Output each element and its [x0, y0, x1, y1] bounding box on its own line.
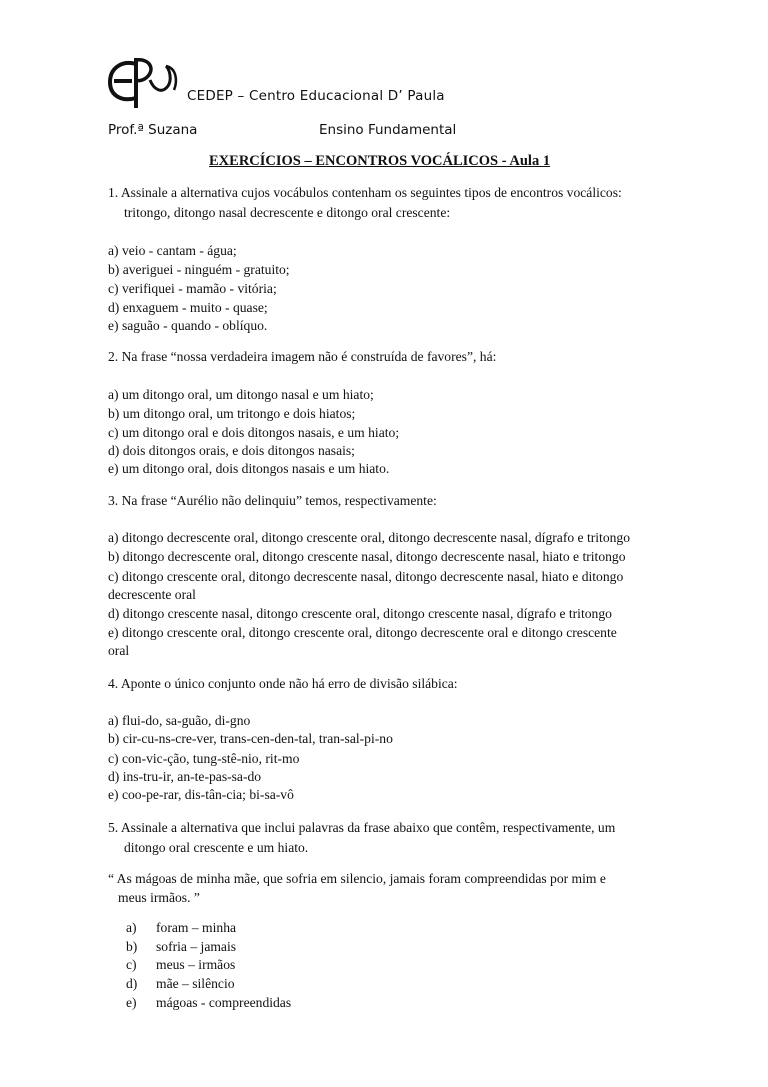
cedep-logo — [106, 50, 186, 112]
page-title: EXERCÍCIOS – ENCONTROS VOCÁLICOS - Aula 1 — [209, 153, 551, 169]
q2-option-b: b) um ditongo oral, um tritongo e dois hiatos; — [108, 406, 356, 421]
q5-option-b: sofria – jamais — [156, 939, 237, 954]
q2-option-e: e) um ditongo oral, dois ditongos nasais e um hiato. — [108, 461, 390, 476]
q3-option-e-continued: oral — [108, 643, 130, 658]
q5-option-b-letter: b) — [126, 939, 138, 954]
quote: “ As mágoas de minha mãe, que sofria em silencio, jamais foram compreendidas por mim e — [108, 871, 606, 886]
q5-option-d: mãe – silêncio — [156, 976, 235, 991]
q5-option-e: mágoas - compreendidas — [156, 995, 292, 1010]
question-1: 1. Assinale a alternativa cujos vocábulos contenham os seguintes tipos de encontros vocálicos: — [108, 185, 622, 200]
question-1-continued: tritongo, ditongo nasal decrescente e ditongo oral crescente: — [124, 205, 451, 220]
q3-option-d: d) ditongo crescente nasal, ditongo crescente oral, ditongo crescente nasal, dígrafo e tritongo — [108, 606, 612, 621]
q4-option-a: a) flui-do, sa-guão, di-gno — [108, 713, 251, 728]
q1-option-b: b) averiguei - ninguém - gratuito; — [108, 262, 290, 277]
q5-option-c: meus – irmãos — [156, 957, 236, 972]
q2-option-d: d) dois ditongos orais, e dois ditongos nasais; — [108, 443, 355, 458]
quote-continued: meus irmãos. ” — [118, 890, 200, 905]
q4-option-b: b) cir-cu-ns-cre-ver, trans-cen-den-tal, tran-sal-pi-no — [108, 731, 393, 746]
question-3: 3. Na frase “Aurélio não delinquiu” temos, respectivamente: — [108, 493, 437, 508]
teacher-name: Prof.ª Suzana — [108, 122, 198, 138]
school-level: Ensino Fundamental — [319, 122, 457, 138]
q2-option-c: c) um ditongo oral e dois ditongos nasais, e um hiato; — [108, 425, 400, 440]
q2-option-a: a) um ditongo oral, um ditongo nasal e um hiato; — [108, 387, 374, 402]
question-2: 2. Na frase “nossa verdadeira imagem não é construída de favores”, há: — [108, 349, 497, 364]
q5-option-a-letter: a) — [126, 920, 137, 935]
q3-option-e: e) ditongo crescente oral, ditongo crescente oral, ditongo decrescente oral e ditongo crescente — [108, 625, 617, 640]
q5-option-e-letter: e) — [126, 995, 137, 1010]
q4-option-e: e) coo-pe-rar, dis-tân-cia; bi-sa-vô — [108, 787, 294, 802]
q1-option-a: a) veio - cantam - água; — [108, 243, 237, 258]
q5-option-d-letter: d) — [126, 976, 138, 991]
question-5: 5. Assinale a alternativa que inclui palavras da frase abaixo que contêm, respectivamente, um — [108, 820, 616, 835]
q3-option-c: c) ditongo crescente oral, ditongo decrescente nasal, ditongo decrescente nasal, hiato e ditongo — [108, 569, 624, 584]
q5-option-a: foram – minha — [156, 920, 237, 935]
question-5-continued: ditongo oral crescente e um hiato. — [124, 840, 309, 855]
q3-option-c-continued: decrescente oral — [108, 587, 196, 602]
q1-option-c: c) verifiquei - mamão - vitória; — [108, 281, 277, 296]
school-name: CEDEP – Centro Educacional D’ Paula — [187, 88, 445, 104]
q4-option-c: c) con-vic-ção, tung-stê-nio, rit-mo — [108, 751, 300, 766]
q3-option-a: a) ditongo decrescente oral, ditongo crescente oral, ditongo decrescente nasal, dígrafo e tritongo — [108, 530, 631, 545]
question-4: 4. Aponte o único conjunto onde não há erro de divisão silábica: — [108, 676, 458, 691]
q1-option-d: d) enxaguem - muito - quase; — [108, 300, 268, 315]
q5-option-c-letter: c) — [126, 957, 137, 972]
q4-option-d: d) ins-tru-ir, an-te-pas-sa-do — [108, 769, 262, 784]
q1-option-e: e) saguão - quando - oblíquo. — [108, 318, 268, 333]
q3-option-b: b) ditongo decrescente oral, ditongo crescente nasal, ditongo decrescente nasal, hiato e tritongo — [108, 549, 626, 564]
